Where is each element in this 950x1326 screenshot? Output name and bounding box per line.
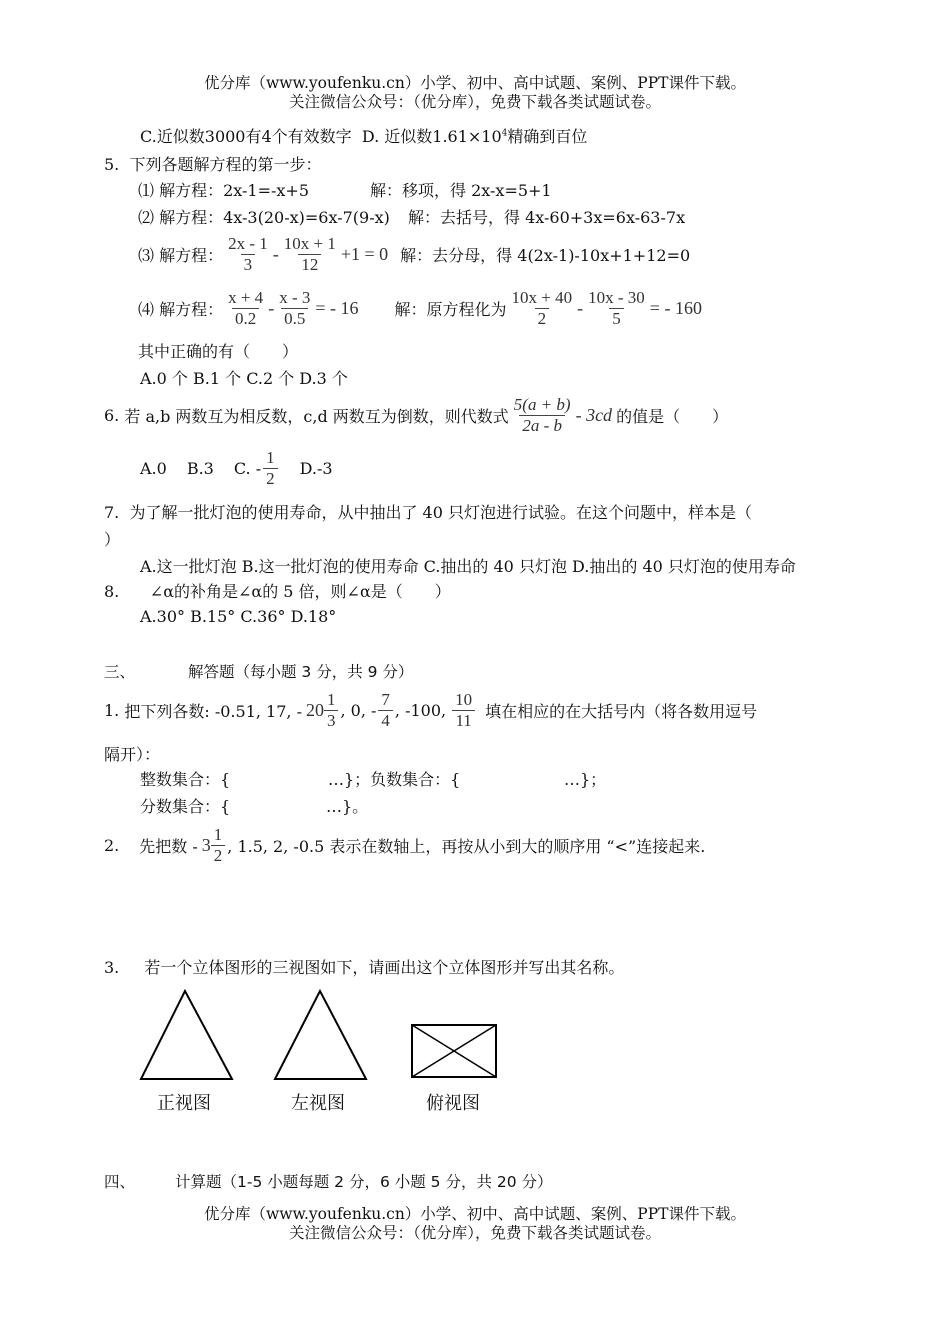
header-line-1: 优分库（www.youfenku.cn）小学、初中、高中试题、案例、PPT课件下载。 — [203, 74, 747, 92]
q5-s1-solution: 解：移项，得 2x-x=5+1 — [370, 181, 552, 200]
q8-stem-text: ∠α的补角是∠α的 5 倍，则∠α是（ ） — [149, 582, 451, 601]
s3-p2-pre: 先把数 - — [139, 836, 198, 856]
s3-p1-mid-2: , -100, — [394, 700, 447, 720]
q8-number: 8. — [104, 582, 120, 601]
s3-p3-number: 3. — [104, 958, 120, 977]
s3-p3-text: 若一个立体图形的三视图如下，请画出这个立体图形并写出其名称。 — [144, 958, 625, 977]
q5-s4-row: ⑷ 解方程： $\frac{x + 4}{0.2}$ - $\frac{x - 3}{0.5}$ = - 16 解：原方程化为 $\frac{10x + 40}{2}$ - $\frac{10x - 30}{5}$ = - 160 — [138, 287, 702, 328]
top-view-label: 俯视图 — [426, 1093, 480, 1114]
left-view-label: 左视图 — [291, 1093, 345, 1114]
q5-s1-label: ⑴ 解方程：2x-1=-x+5 — [138, 181, 310, 200]
s3-p2-number: 2. — [104, 835, 120, 855]
s3-p1-pre: 把下列各数: -0.51, 17, - — [124, 701, 302, 721]
s3-p1-fraction-3: $\frac{10}{11}$ — [452, 690, 475, 731]
s3-p1-fraction-2: $\frac{7}{4}$ — [378, 690, 393, 731]
q5-s4-fraction-1: $\frac{x + 4}{0.2}$ — [228, 287, 264, 328]
q5-s4-tail: = - 16 — [315, 297, 359, 318]
q4-option-c: C.近似数3000有4个有效数字 — [140, 127, 352, 146]
header-line-2: 关注微信公众号：（优分库），免费下载各类试题试卷。 — [288, 93, 661, 111]
q5-stem-text: 下列各题解方程的第一步： — [129, 155, 322, 174]
q5-s3-row: ⑶ 解方程： $\frac{2x - 1}{3}$ - $\frac{10x + 1}{12}$ +1 = 0 解：去分母，得 4(2x-1)-10x+1+12=0 — [138, 233, 691, 274]
q6-option-b: B.3 — [186, 458, 214, 478]
front-view-label: 正视图 — [157, 1093, 211, 1114]
section3-label: 三、 — [104, 663, 136, 681]
s3-set-frac: 分数集合：{ — [140, 797, 231, 816]
q8-options: A.30° B.15° C.36° D.18° — [140, 607, 337, 626]
s3-p2-fraction: $\frac{1}{2}$ — [211, 825, 226, 866]
s3-p1-number: 1. — [104, 700, 120, 720]
q5-s3-label: ⑶ 解方程： — [138, 245, 224, 265]
q6-option-a: A.0 — [140, 458, 167, 478]
section3-title: 解答题（每小题 3 分，共 9 分） — [188, 663, 414, 681]
q6-tail: 的值是（ ） — [616, 406, 729, 426]
q7-options: A.这一批灯泡 B.这一批灯泡的使用寿命 C.抽出的 40 只灯泡 D.抽出的 40 只灯泡的使用寿命 — [140, 557, 796, 576]
q6-fraction: $\frac{5(a + b)}{2a - b}$ — [513, 394, 571, 435]
s3-set-neg-end: …}； — [564, 770, 607, 789]
q4-option-d-pre: D. 近似数1.61×10 — [361, 127, 502, 146]
s3-p1-mid-1: , 0, - — [340, 700, 377, 720]
q5-s4-label: ⑷ 解方程： — [138, 299, 224, 319]
q5-s4-tail-2: = - 160 — [649, 297, 702, 318]
q5-s4-fraction-3: $\frac{10x + 40}{2}$ — [511, 287, 573, 328]
s3-p2-whole: 3 — [201, 834, 211, 855]
footer-line-1: 优分库（www.youfenku.cn）小学、初中、高中试题、案例、PPT课件下载。 — [203, 1205, 747, 1223]
s3-p1-post: 填在相应的在大括号内（将各数用逗号 — [485, 701, 758, 721]
section4-label: 四、 — [104, 1173, 136, 1191]
q6-tail-expression: - 3cd — [575, 404, 613, 425]
section4-title: 计算题（1-5 小题每题 2 分，6 小题 5 分，共 20 分） — [175, 1173, 553, 1191]
q4-option-d-post: 精确到百位 — [507, 127, 588, 146]
q5-s3-fraction-1: $\frac{2x - 1}{3}$ — [228, 233, 268, 274]
q6-option-d: D.-3 — [299, 458, 333, 478]
q5-s3-fraction-2: $\frac{10x + 1}{12}$ — [283, 233, 336, 274]
s3-set-frac-end: …}。 — [326, 797, 369, 816]
footer-line-2: 关注微信公众号：（优分库），免费下载各类试题试卷。 — [288, 1224, 661, 1242]
s3-set-int-end: …}；负数集合：{ — [328, 770, 461, 789]
q5-s2-label: ⑵ 解方程：4x-3(20-x)=6x-7(9-x) — [138, 208, 390, 227]
s3-set-int: 整数集合：{ — [140, 770, 231, 789]
q7-stem-cont: ） — [104, 530, 121, 549]
q6-option-c: C. - — [233, 458, 262, 478]
q6-option-c-fraction: $\frac{1}{2}$ — [263, 448, 278, 489]
q5-s4-fraction-4: $\frac{10x - 30}{5}$ — [588, 287, 645, 328]
q5-s4-solution: 解：原方程化为 — [394, 299, 507, 319]
left-view-triangle — [275, 991, 366, 1079]
s3-p1-mixed-whole: 20 — [305, 699, 324, 720]
q5-s3-tail: +1 = 0 — [340, 243, 389, 264]
q6-stem-text: 若 a,b 两数互为相反数，c,d 两数互为倒数，则代数式 — [124, 406, 509, 426]
q7-stem-text: 为了解一批灯泡的使用寿命，从中抽出了 40 只灯泡进行试验。在这个问题中，样本是（ — [129, 503, 752, 522]
s3-p1-cont: 隔开）： — [104, 745, 161, 764]
s3-p1-mixed-fraction: $\frac{1}{3}$ — [324, 690, 339, 731]
q5-s2-solution: 解：去括号，得 4x-60+3x=6x-63-7x — [408, 208, 686, 227]
q5-which: 其中正确的有（ ） — [138, 342, 299, 361]
q4-option-d-exp: 4 — [501, 128, 508, 139]
q7-number: 7. — [104, 503, 120, 522]
q5-number: 5. — [104, 155, 120, 174]
q5-s4-fraction-2: $\frac{x - 3}{0.5}$ — [279, 287, 311, 328]
s3-p2-post: , 1.5, 2, -0.5 表示在数轴上，再按从小到大的顺序用 “<”连接起来. — [227, 836, 706, 856]
q6-number: 6. — [104, 405, 120, 425]
front-view-triangle — [141, 991, 232, 1079]
q5-options: A.0 个 B.1 个 C.2 个 D.3 个 — [140, 369, 348, 388]
q5-s3-solution: 解：去分母，得 4(2x-1)-10x+1+12=0 — [400, 245, 691, 265]
